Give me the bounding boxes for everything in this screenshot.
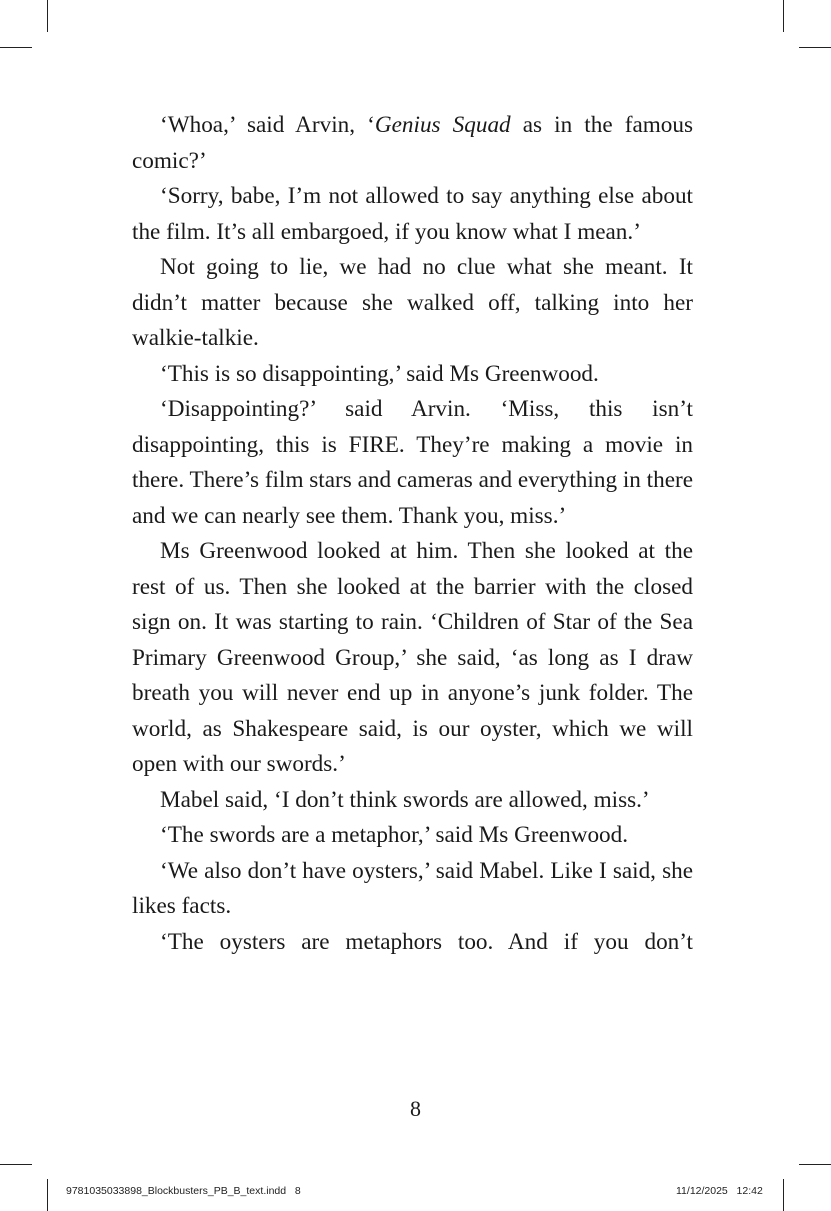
paragraph: ‘This is so disappointing,’ said Ms Greenwood. xyxy=(160,360,599,387)
crop-mark-top-right-horizontal xyxy=(799,47,831,48)
paragraph: Mabel said, ‘I don’t think swords are allowed, miss.’ xyxy=(160,786,650,813)
crop-mark-bottom-right-vertical xyxy=(783,1179,784,1211)
crop-mark-top-left-horizontal xyxy=(0,47,32,48)
paragraph: ‘The swords are a metaphor,’ said Ms Greenwood. xyxy=(160,822,629,848)
slug-timestamp: 11/12/2025 12:42 xyxy=(676,1185,763,1197)
paragraph: Not going to lie, we had no clue what she meant. It didn’t matter because she walked off, talking into her walkie-talkie. xyxy=(132,254,693,351)
paragraph-text: ‘Whoa,’ said Arvin, ‘ xyxy=(160,112,375,138)
paragraph: ‘We also don’t have oysters,’ said Mabel. Like I said, she likes facts. xyxy=(132,857,693,919)
comic-title: Genius Squad xyxy=(374,112,511,138)
page-number: 8 xyxy=(410,1096,421,1121)
paragraph-text: as in the famous comic?’ xyxy=(132,112,693,174)
paragraph: ‘Disappointing?’ said Arvin. ‘Miss, this isn’t disappointing, this is FIRE. They’re making a movie in there. There’s film stars and cameras and everything in there and we can nearly see them. Thank you, miss.’ xyxy=(132,396,694,529)
body-text xyxy=(132,108,693,960)
crop-mark-bottom-left-horizontal xyxy=(0,1164,32,1165)
crop-mark-top-left-vertical xyxy=(47,0,48,32)
paragraph xyxy=(132,108,693,179)
paragraph: Ms Greenwood looked at him. Then she looked at the rest of us. Then she looked at the barrier with the closed sign on. It was starting to rain. ‘Children of Star of the Sea Primary Greenwood Group,’ she said, ‘as long as I draw breath you will never end up in anyone’s junk folder. The world, as Shakespeare said, is our oyster, which we will open with our swords.’ xyxy=(132,538,693,777)
crop-mark-bottom-left-vertical xyxy=(47,1179,48,1211)
crop-mark-top-right-vertical xyxy=(783,0,784,32)
paragraph: ‘The oysters are metaphors too. And if you don’t xyxy=(160,928,693,955)
crop-mark-bottom-right-horizontal xyxy=(799,1164,831,1165)
paragraph: ‘Sorry, babe, I’m not allowed to say anything else about the film. It’s all embargoed, if you know what I mean.’ xyxy=(132,183,693,245)
slug-filename: 9781035033898_Blockbusters_PB_B_text.indd 8 xyxy=(66,1185,301,1197)
